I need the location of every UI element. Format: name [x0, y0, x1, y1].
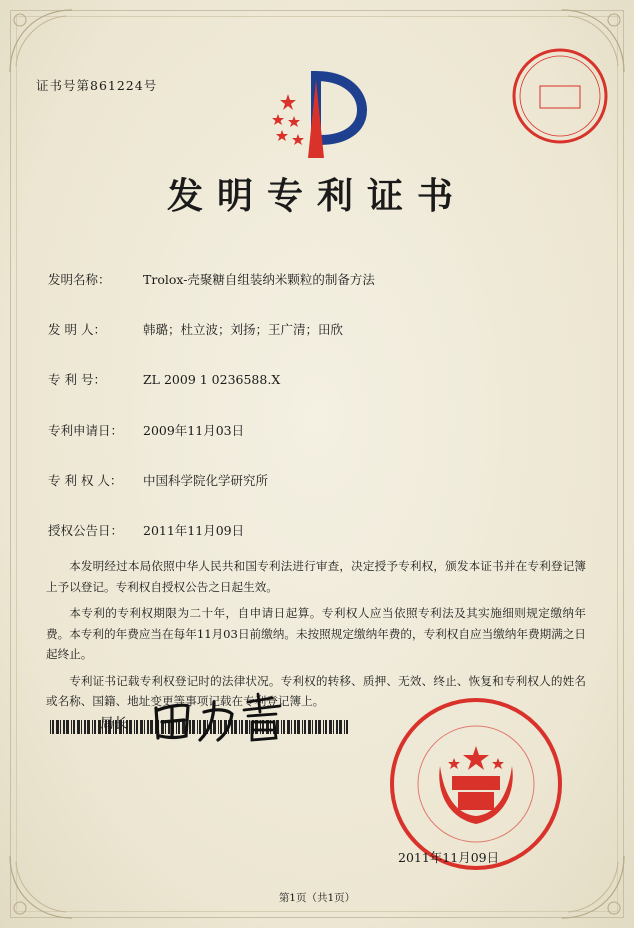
seal-date: 2011年11月09日 — [398, 850, 500, 865]
corner-ornament-bottom-left-icon — [6, 852, 76, 922]
field-label: 发明名称： — [48, 272, 111, 287]
field-invention-name — [48, 270, 375, 288]
field-patentee — [48, 471, 268, 489]
field-label: 专利申请日： — [48, 423, 124, 438]
field-label: 授权公告日： — [48, 523, 124, 538]
agency-stamp-icon — [510, 46, 610, 146]
field-inventors — [48, 320, 343, 338]
sipo-logo-icon — [258, 66, 370, 166]
field-application-date — [48, 421, 244, 439]
page-title: 发明专利证书 — [166, 175, 467, 217]
corner-ornament-bottom-right-icon — [558, 852, 628, 922]
field-label: 发 明 人： — [48, 322, 106, 337]
body-paragraph: 本专利的专利权期限为二十年，自申请日起算。专利权人应当依照专利法及其实施细则规定缴纳年费。本专利的年费应当在每年11月03日前缴纳。未按照规定缴纳年费的，专利权自应当缴纳年费期满之日起终止。 — [46, 606, 586, 661]
field-value: Trolox-壳聚糖自组装纳米颗粒的制备方法 — [143, 272, 375, 287]
certificate-body — [46, 556, 586, 718]
body-paragraph: 本发明经过本局依照中华人民共和国专利法进行审查，决定授予专利权，颁发本证书并在专利登记簿上予以登记。专利权自授权公告之日起生效。 — [46, 559, 586, 594]
page-footer: 第1页（共1页） — [278, 892, 356, 904]
signature-label: 局长 — [100, 716, 128, 732]
field-value: 韩璐；杜立波；刘扬；王广清；田欣 — [143, 322, 344, 337]
field-label: 专 利 号： — [48, 372, 106, 387]
field-label: 专 利 权 人： — [48, 473, 123, 488]
corner-ornament-top-left-icon — [6, 6, 76, 76]
field-grant-date — [48, 521, 244, 539]
field-value: 2011年11月09日 — [143, 523, 245, 538]
official-seal-icon — [388, 696, 564, 872]
field-value: 2009年11月03日 — [143, 423, 245, 438]
director-signature-icon — [148, 688, 308, 748]
field-value: 中国科学院化学研究所 — [143, 473, 269, 488]
field-patent-number — [48, 370, 280, 388]
body-paragraph: 专利证书记载专利权登记时的法律状况。专利权的转移、质押、无效、终止、恢复和专利权人的姓名或名称、国籍、地址变更等事项记载在专利登记簿上。 — [46, 673, 586, 708]
certificate-number: 证书号第861224号 — [36, 78, 158, 93]
field-value: ZL 2009 1 0236588.X — [143, 372, 281, 387]
